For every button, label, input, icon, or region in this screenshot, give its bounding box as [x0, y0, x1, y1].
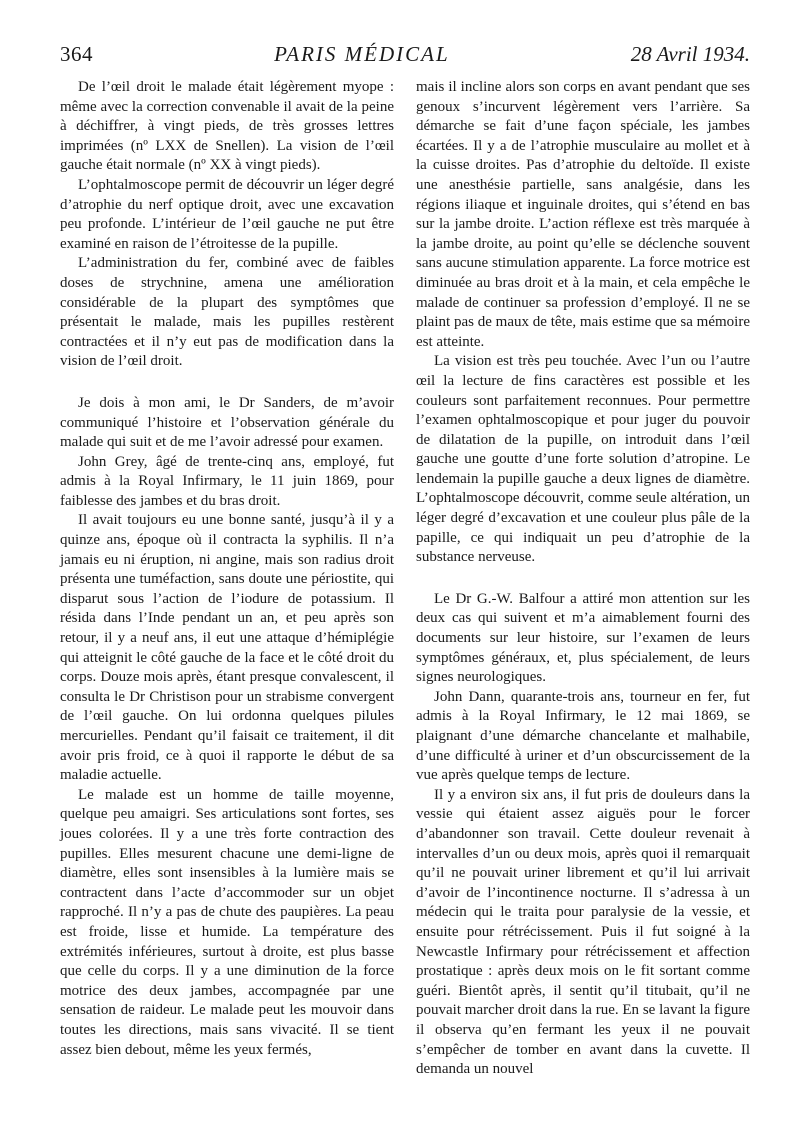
paragraph: Il y a environ six ans, il fut pris de douleurs dans la vessie qui étaient assez aiguës pour le forcer d’abandonner son travail. Cette douleur revenait à intervalles d’un ou deux mois, après quoi il remarquait qu’il ne pouvait uriner librement et qu’il lui arrivait d’avoir de l’incontinence nocturne. Il s’adressa à un médecin qui le traita pour paralysie de la vessie, et ensuite pour rétrécissement. Puis il fut soigné à la Newcastle Infirmary pour rétrécissement et affection prostatique : après deux mois on le fit sortant comme guéri. Bientôt après, il sentit qu’il titubait, qu’il ne pouvait marcher droit dans la rue. En se lavant la figure il observa qu’en fermant les yeux il ne pouvait s’empêcher de tomber en avant dans la cuvette. Il demanda un nouvel: [416, 786, 750, 1078]
paragraph: Je dois à mon ami, le Dr Sanders, de m’avoir communiqué l’histoire et l’observation générale du malade qui suit et de me l’avoir adressé pour examen.: [60, 394, 394, 451]
paragraph: Il avait toujours eu une bonne santé, jusqu’à il y a quinze ans, époque où il contracta la syphilis. Il n’a jamais eu ni éruption, ni angine, mais son radius droit présenta une tuméfaction, sans doute une périostite, qui disparut sous l’action de l’iodure de potassium. Il résida dans l’Inde pendant un an, et peu après son retour, il y a neuf ans, il eut une attaque d’hémiplégie qui atteignit le côté gauche de la face et le côté droit du corps. Douze mois après, étant presque convalescent, il consulta le Dr Christison pour un strabisme convergent de l’œil gauche. On lui ordonna quelques pilules mercurielles. Pendant qu’il faisait ce traitement, il dit avoir pris froid, ce à quoi il rapporte le début de sa maladie actuelle.: [60, 512, 394, 784]
left-column: [60, 78, 394, 1080]
paragraph: mais il incline alors son corps en avant pendant que ses genoux s’incurvent légèrement vers l’arrière. Sa démarche se fait d’une façon spéciale, les jambes écartées. Il y a de l’atrophie musculaire au mollet et à la cuisse droites. Pas d’atrophie du deltoïde. Il existe une anesthésie partielle, sans analgésie, dans les régions iliaque et inguinale droites, qui s’étend en bas sur la jambe droite. L’action réflexe est très marquée à la jambe droite, au point qu’elle se déclenche souvent sans aucune stimulation apparente. La force motrice est diminuée au bras droit et à la main, et cela empêche le malade de continuer sa profession d’employé. Il ne se plaint pas de maux de tête, mais estime que sa mémoire est atteinte.: [416, 79, 750, 350]
paragraph: L’ophtalmoscope permit de découvrir un léger degré d’atrophie du nerf optique droit, avec une excavation peu profonde. L’intérieur de l’œil gauche ne put être examiné en raison de l’étroitesse de la pupille.: [60, 176, 394, 252]
issue-date: 28 Avril 1934.: [630, 42, 750, 66]
section-break: [60, 372, 394, 394]
paragraph: De l’œil droit le malade était légèrement myope : même avec la correction convenable il avait de la peine à déchiffrer, à vingt pieds, de très grosses lettres imprimées (nº LXX de Snellen). La vision de l’œil gauche était normale (nº XX à vingt pieds).: [60, 79, 394, 174]
paragraph: John Dann, quarante-trois ans, tourneur en fer, fut admis à la Royal Infirmary, le 12 mai 1869, se plaignant d’une démarche chancelante et malhabile, d’une difficulté à uriner et d’un obscurcissement de la vue après quelque temps de lecture.: [416, 688, 750, 784]
journal-title: PARIS MÉDICAL: [274, 42, 450, 66]
running-header: [60, 42, 750, 74]
paragraph: L’administration du fer, combiné avec de faibles doses de strychnine, amena une amélioration considérable de la plupart des symptômes que présentait le malade, mais les pupilles restèrent contractées et il n’y eut pas de modification dans la vision de l’œil droit.: [60, 255, 394, 370]
two-column-body: [60, 78, 750, 1080]
paragraph: Le Dr G.-W. Balfour a attiré mon attention sur les deux cas qui suivent et m’a aimablement fourni des documents sur leur histoire, sur l’examen de leurs symptômes généraux, et, plus spécialement, de leurs signes neurologiques.: [416, 590, 750, 686]
paragraph: La vision est très peu touchée. Avec l’un ou l’autre œil la lecture de fins caractères est possible et les couleurs sont parfaitement reconnues. Pour permettre l’examen ophtalmoscopique et pour juger du pouvoir de dilatation de la pupille, on introduit dans l’œil gauche une goutte d’une forte solution d’atropine. Le lendemain la pupille gauche a deux lignes de diamètre. L’ophtalmoscope découvrit, comme seule altération, un léger degré d’excavation et une couleur plus pâle de la papille, ce qui indiquait un peu d’atrophie de la substance nerveuse.: [416, 353, 750, 566]
paragraph: John Grey, âgé de trente-cinq ans, employé, fut admis à la Royal Infirmary, le 11 juin 1869, pour faiblesse des jambes et du bras droit.: [60, 453, 394, 509]
paragraph: Le malade est un homme de taille moyenne, quelque peu amaigri. Ses articulations sont fortes, ses joues colorées. Il y a une très forte contraction des pupilles. Elles mesurent chacune une demi-ligne de diamètre, elles sont insensibles à la lumière mais se contractent dans l’acte d’accommoder sur un objet rapproché. Il n’y a pas de chute des paupières. La peau est froide, lisse et humide. La température des extrémités inférieures, surtout à droite, est plus basse que celle du corps. Il y a une diminution de la force motrice des deux jambes, accompagnée par une sensation de raideur. Le malade peut les mouvoir dans toutes les directions, mais sans vivacité. Il se tient assez bien debout, même les yeux fermés,: [60, 786, 394, 1058]
section-break: [416, 568, 750, 590]
page-number: 364: [60, 42, 93, 66]
right-column: [416, 78, 750, 1080]
